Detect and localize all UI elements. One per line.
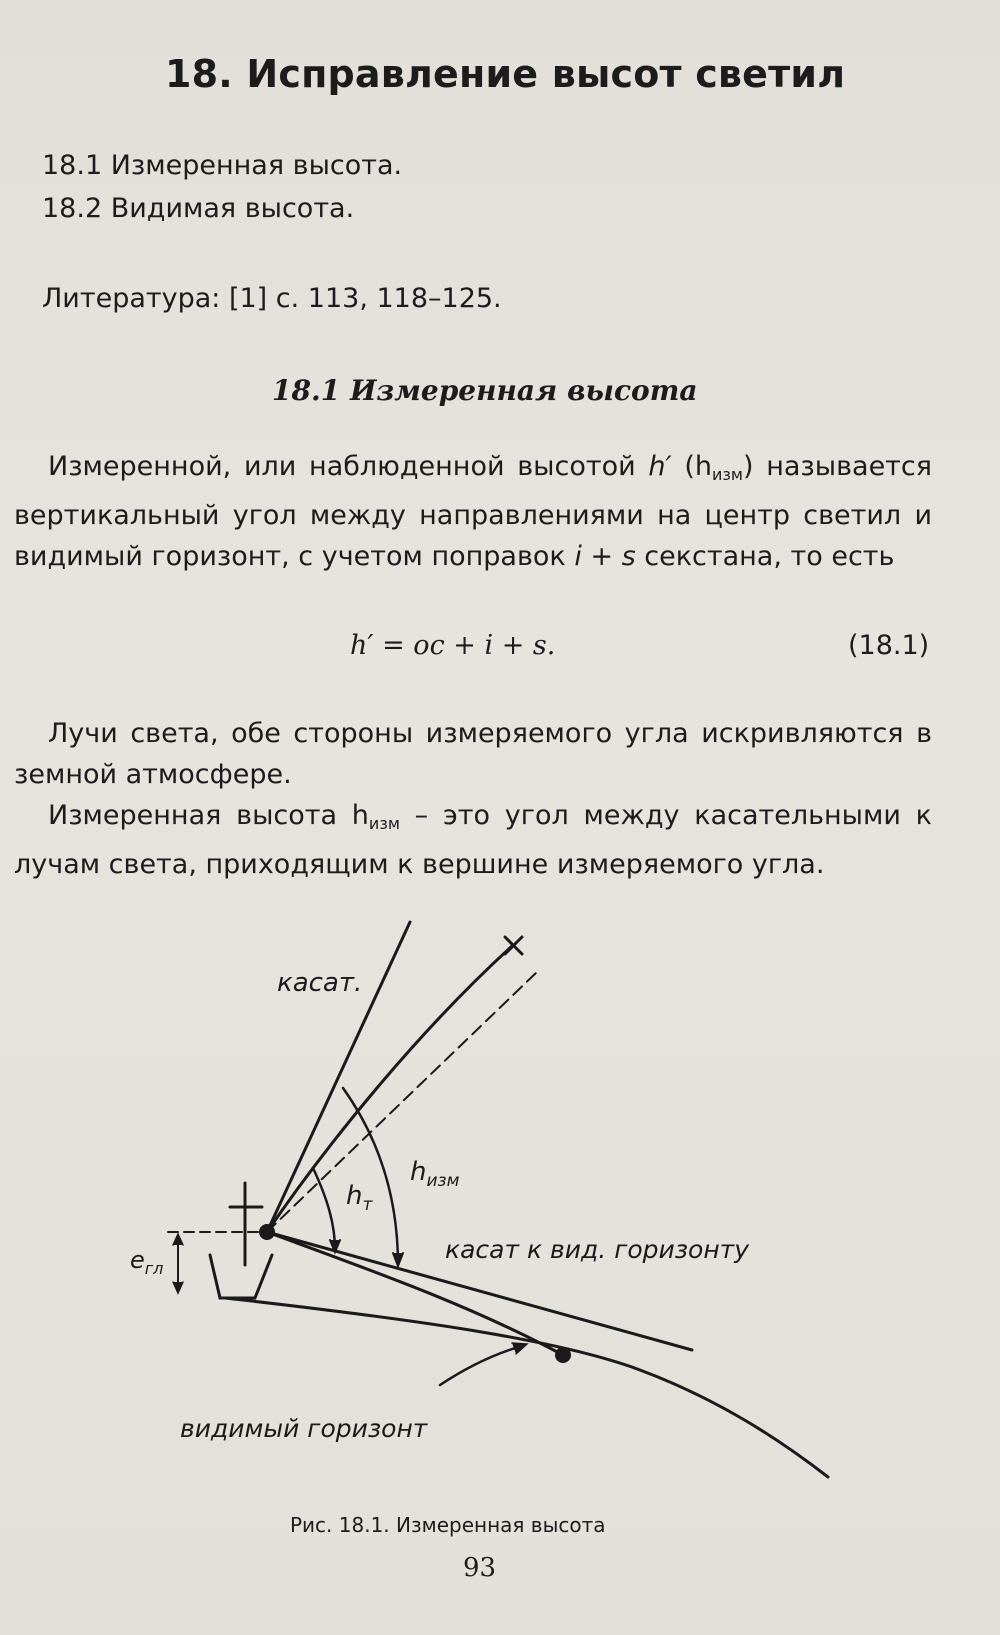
- label-visible-horizon: видимый горизонт: [180, 1414, 428, 1443]
- angle-arc-hizm: [343, 1088, 398, 1265]
- label-tangent: касат.: [277, 968, 363, 998]
- equation-number: (18.1): [848, 630, 930, 661]
- horizon-pointer-arrow: [440, 1345, 525, 1385]
- formula: h′ = oc + i + s.: [350, 630, 556, 661]
- observer-eye-point: [259, 1224, 275, 1240]
- angle-arc-ht: [313, 1168, 335, 1250]
- toc-item-1: 18.1 Измеренная высота.: [42, 150, 403, 181]
- page-number: 93: [463, 1553, 497, 1583]
- label-eye-height: $e_{гл}$: [130, 1246, 164, 1278]
- figure-caption: Рис. 18.1. Измеренная высота: [290, 1513, 606, 1537]
- horizon-point: [555, 1347, 571, 1363]
- refraction-paragraph: Лучи света, обе стороны измеряемого угла искривляются в земной атмосфере.: [14, 718, 932, 790]
- definition-paragraph: Измеренной, или наблюденной высотой h′ $(h_{изм})$ называется вертикальный угол между направлениями на центр светил и видимый горизонт, с учетом поправок i + s секстана, то есть: [14, 451, 932, 572]
- toc-item-2: 18.2 Видимая высота.: [42, 193, 355, 224]
- measured-altitude-figure: [0, 900, 1000, 1510]
- true-direction-dashed: [267, 971, 538, 1232]
- label-tangent-horizon: касат к вид. горизонту: [445, 1235, 750, 1264]
- label-h-izm: $h_{изм}$: [410, 1157, 460, 1191]
- earth-surface-curve: [225, 1298, 828, 1477]
- ship-hull: [210, 1255, 272, 1298]
- label-h-t: $h_т$: [346, 1181, 373, 1215]
- chapter-heading: 18. Исправление высот светил: [165, 52, 846, 96]
- section-title: 18.1 Измеренная высота: [272, 374, 698, 407]
- measured-height-paragraph: Измеренная высота $h_{изм}$ – это угол между касательными к лучам света, приходящим к вершине измеряемого угла.: [14, 800, 932, 880]
- literature-reference: Литература: [1] с. 113, 118–125.: [42, 283, 502, 314]
